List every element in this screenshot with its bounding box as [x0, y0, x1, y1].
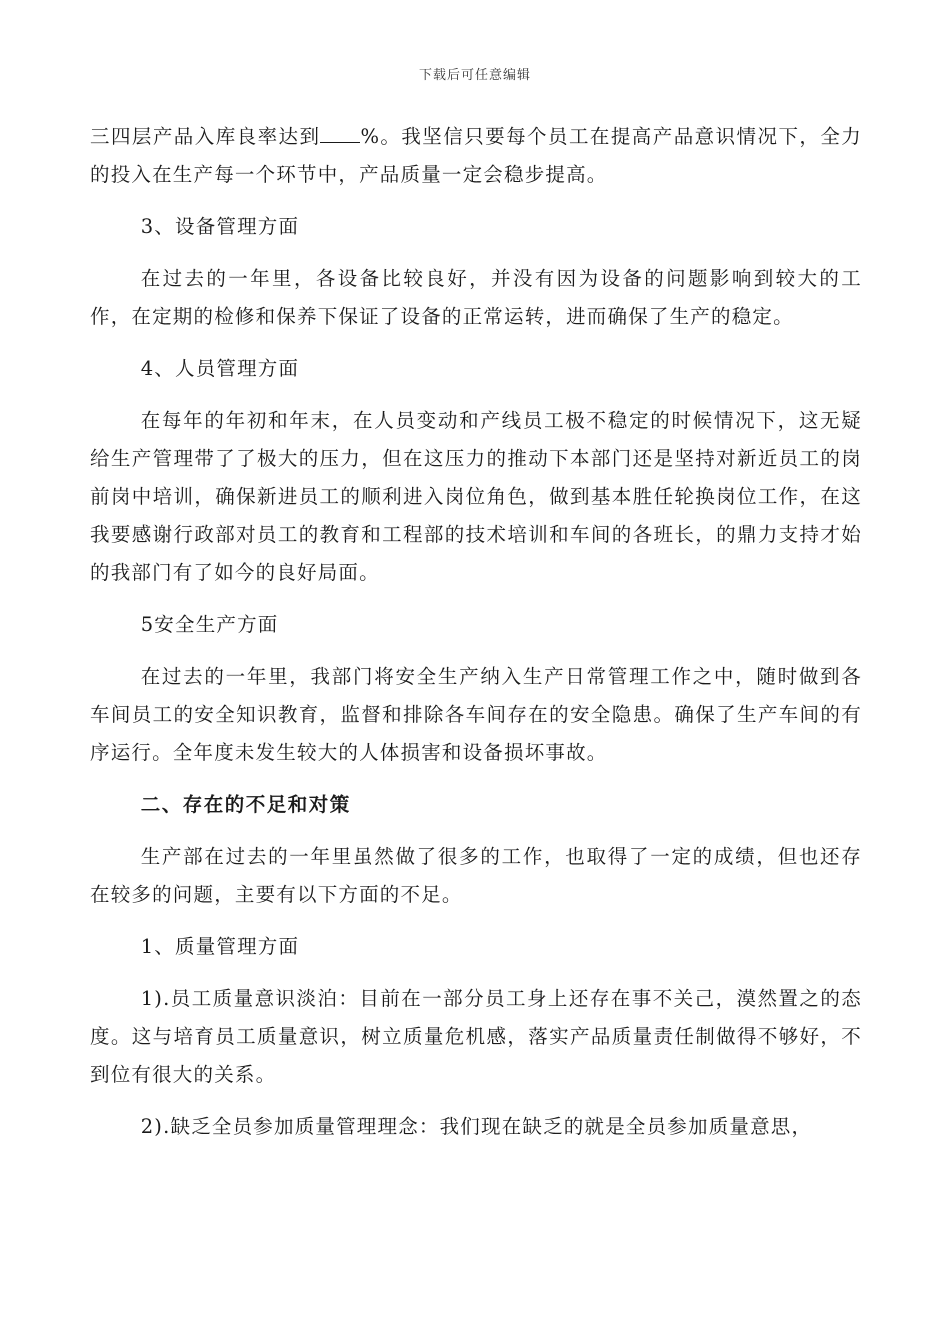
heading-shortcomings: 二、存在的不足和对策	[140, 793, 351, 816]
paragraph-safety: 在过去的一年里，我部门将安全生产纳入生产日常管理工作之中，随时做到各车间员工的安全知识教育，监督和排除各车间存在的安全隐患。确保了生产车间的有序运行。全年度未发生较大的人体损害和设备损坏事故。	[90, 665, 862, 764]
paragraph-yield-start: 三四层产品入库良率达到	[90, 125, 321, 148]
page-header: 下载后可任意编辑	[418, 68, 531, 83]
paragraph-personnel: 在每年的年初和年末，在人员变动和产线员工极不稳定的时候情况下，这无疑给生产管理带了了极大的压力，但在这压力的推动下本部门还是坚持对新近员工的岗前岗中培训，确保新进员工的顺利进入岗位角色，做到基本胜任轮换岗位工作，在这我要感谢行政部对员工的教育和工程部的技术培训和车间的各班长，的鼎力支持才始的我部门有了如今的良好局面。	[90, 409, 862, 584]
heading-equipment: 3、设备管理方面	[140, 215, 300, 238]
heading-personnel: 4、人员管理方面	[140, 357, 300, 380]
document-body	[90, 118, 862, 1146]
paragraph-yield	[90, 118, 862, 194]
paragraph-quality-participation: 2).缺乏全员参加质量管理理念：我们现在缺乏的就是全员参加质量意思，	[140, 1115, 813, 1138]
paragraph-yield-end: %。我坚信只要每个员工在提高产品意识情况下，全力的投入在生产每一个环节中，产品质量一定会稳步提高。	[90, 125, 862, 186]
paragraph-equipment: 在过去的一年里，各设备比较良好，并没有因为设备的问题影响到较大的工作，在定期的检修和保养下保证了设备的正常运转，进而确保了生产的稳定。	[90, 267, 862, 328]
heading-quality: 1、质量管理方面	[140, 935, 300, 958]
paragraph-shortcomings: 生产部在过去的一年里虽然做了很多的工作，也取得了一定的成绩，但也还存在较多的问题，主要有以下方面的不足。	[90, 845, 862, 906]
paragraph-quality-awareness: 1).员工质量意识淡泊：目前在一部分员工身上还存在事不关己，漠然置之的态度。这与培育员工质量意识，树立质量危机感，落实产品质量责任制做得不够好，不到位有很大的关系。	[90, 987, 862, 1086]
fill-blank	[320, 124, 360, 143]
heading-safety: 5安全生产方面	[140, 613, 279, 636]
